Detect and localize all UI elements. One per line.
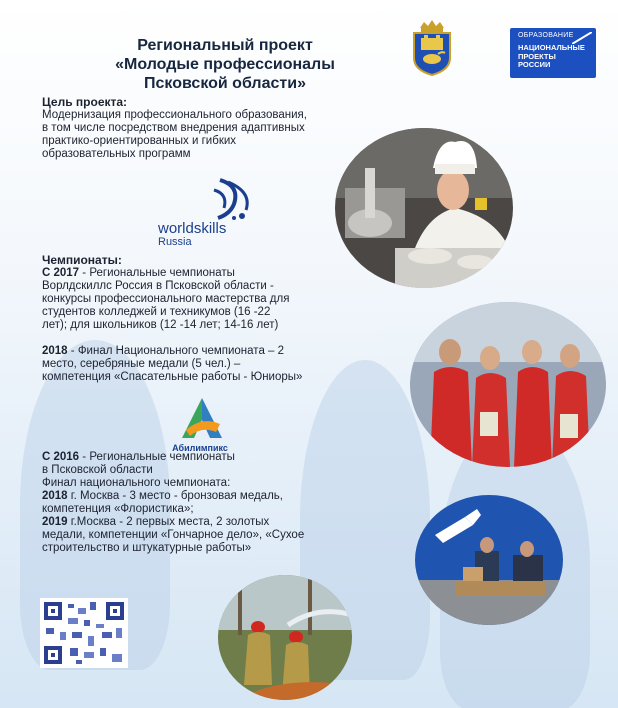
- logo-top-text: ОБРАЗОВАНИЕ: [518, 32, 574, 39]
- goal-heading: Цель проекта:: [42, 95, 128, 109]
- abilympics-text: - Региональные чемпионаты: [79, 451, 235, 463]
- abilympics-line: Финал национального чемпионата:: [42, 477, 231, 489]
- abilympics-year: 2019: [42, 516, 68, 528]
- abilympics-year: С 2016: [42, 451, 80, 463]
- pskov-region-crest-icon: [412, 18, 452, 76]
- championship-year: 2018: [42, 345, 68, 357]
- abilympics-wordmark: Абилимпикс: [172, 443, 228, 453]
- championship-line: конкурсы профессионального мастерства для: [42, 293, 290, 305]
- qr-code-icon: [40, 598, 128, 668]
- title-line: Псковской области»: [144, 75, 306, 92]
- title-line: «Молодые профессионалы: [115, 56, 335, 73]
- goal-line: образовательных программ: [42, 148, 191, 160]
- goal-line: практико-ориентированных и гибких: [42, 135, 237, 147]
- worldskills-mark-icon: [158, 178, 270, 220]
- students-team-photo: [410, 302, 606, 467]
- championship-text: - Региональные чемпионаты: [79, 267, 235, 279]
- logo-text-line: РОССИИ: [518, 60, 551, 69]
- championships-heading: Чемпионаты:: [42, 253, 122, 267]
- abilympics-line: в Псковской области: [42, 464, 153, 476]
- goal-line: в том числе посредством внедрения адаптивных: [42, 122, 305, 134]
- championship-line: Ворлдскиллс Россия в Псковской области -: [42, 280, 274, 292]
- national-projects-logo: [510, 28, 596, 78]
- abilympics-line: компетенция «Флористика»;: [42, 503, 194, 515]
- championship-line: лет); для школьников (12 -14 лет; 14-16 лет): [42, 319, 279, 331]
- goal-section: [42, 96, 332, 161]
- abilympics-text: г. Москва - 3 место - бронзовая медаль,: [67, 490, 283, 502]
- worldskills-wordmark: worldskills: [158, 220, 227, 237]
- championship-line: компетенция «Спасательные работы - Юниоры»: [42, 371, 303, 383]
- logo-text-line: ПРОЕКТЫ: [518, 51, 556, 61]
- abilympics-text: г.Москва - 2 первых места, 2 золотых: [67, 516, 270, 528]
- championship-line: студентов колледжей и техникумов (16 -22: [42, 306, 271, 318]
- firefighters-photo: [218, 575, 352, 700]
- logo-text-line: НАЦИОНАЛЬНЫЕ: [518, 43, 585, 52]
- championship-year: С 2017: [42, 267, 80, 279]
- goal-line: Модернизация профессионального образования,: [42, 109, 307, 121]
- abilympics-line: медали, компетенции «Гончарное дело», «Сухое: [42, 529, 305, 541]
- national-projects-mark-icon: [572, 32, 592, 44]
- title-line: Региональный проект: [137, 37, 313, 54]
- abilympics-line: строительство и штукатурные работы»: [42, 542, 252, 554]
- abilympics-logo-icon: [172, 394, 232, 444]
- workshop-photo: [415, 495, 563, 625]
- championships-section: [42, 254, 412, 384]
- worldskills-country: Russia: [158, 236, 192, 248]
- championship-text: - Финал Национального чемпионата – 2: [67, 345, 285, 357]
- abilympics-section: [42, 451, 382, 555]
- page-title: [60, 36, 390, 93]
- worldskills-logo: [158, 178, 270, 248]
- abilympics-year: 2018: [42, 490, 68, 502]
- championship-line: место, серебряные медали (5 чел.) –: [42, 358, 241, 370]
